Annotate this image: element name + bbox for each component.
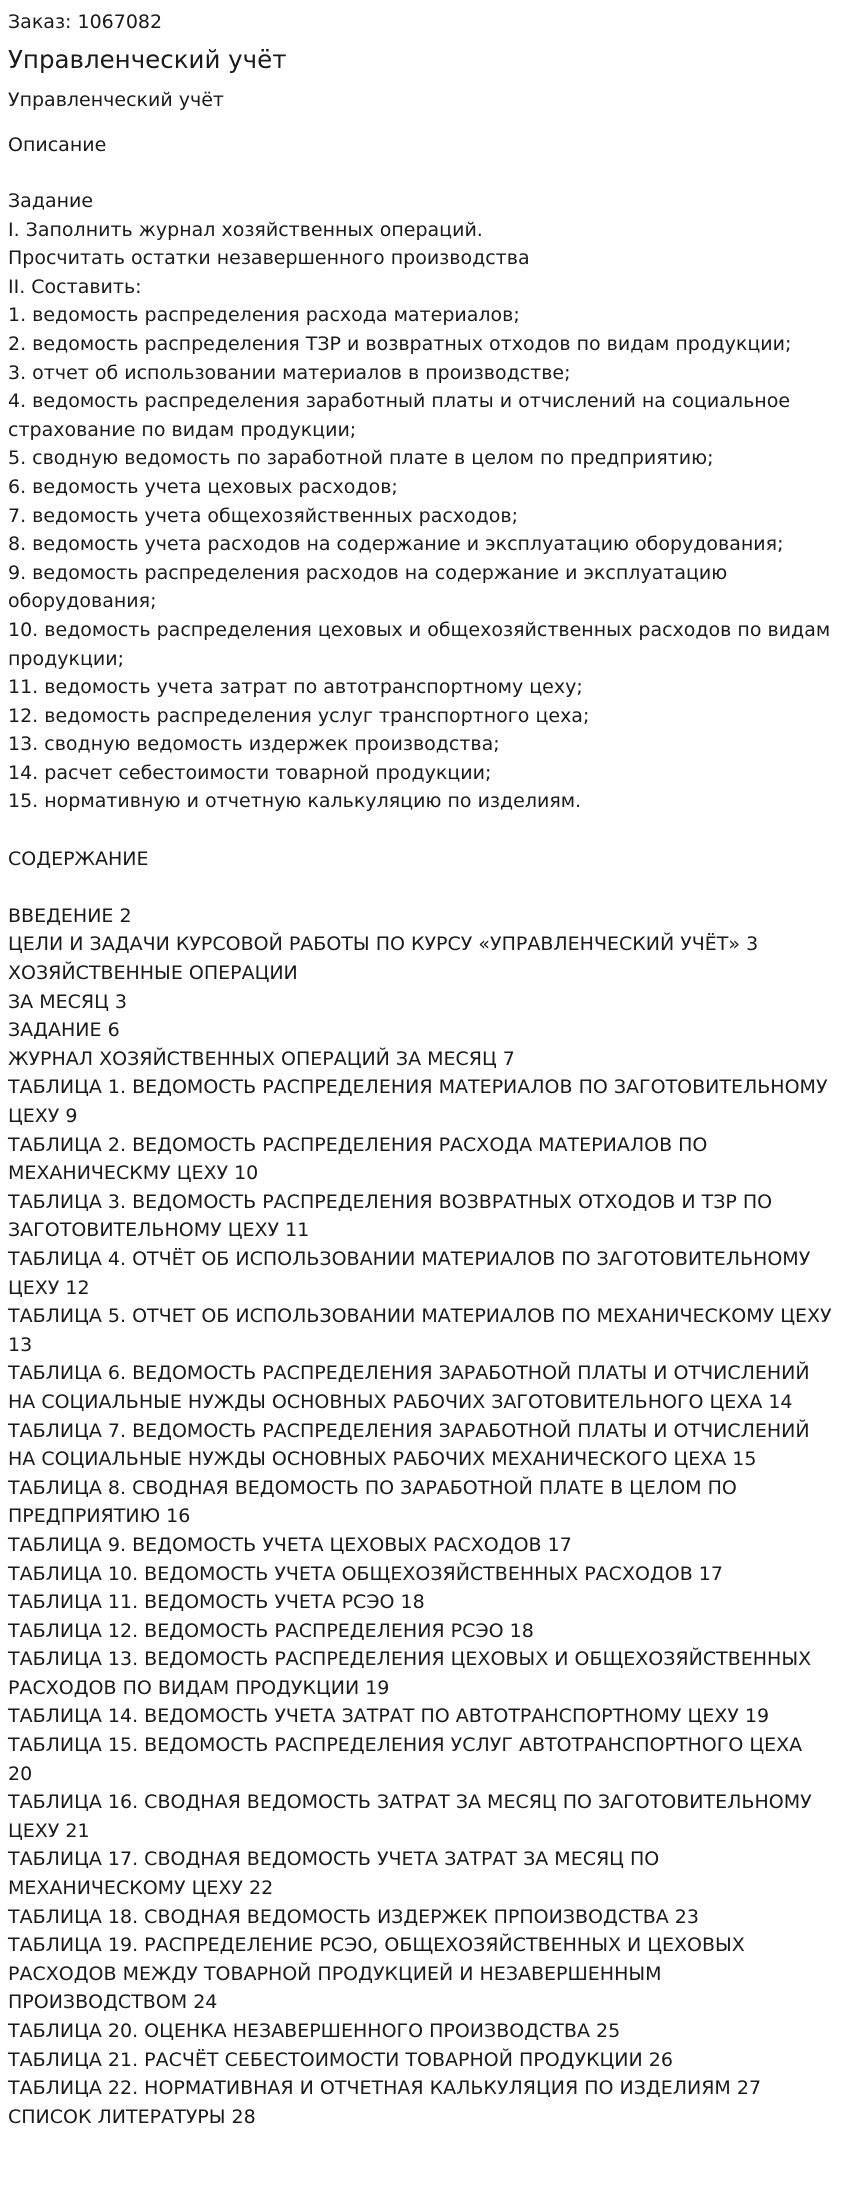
contents-item: ТАБЛИЦА 17. СВОДНАЯ ВЕДОМОСТЬ УЧЕТА ЗАТРАТ ЗА МЕСЯЦ ПО МЕХАНИЧЕСКОМУ ЦЕХУ 22: [8, 1848, 660, 1900]
contents-item: ТАБЛИЦА 16. СВОДНАЯ ВЕДОМОСТЬ ЗАТРАТ ЗА МЕСЯЦ ПО ЗАГОТОВИТЕЛЬНОМУ ЦЕХУ 21: [8, 1791, 812, 1842]
contents-item: ТАБЛИЦА 21. РАСЧЁТ СЕБЕСТОИМОСТИ ТОВАРНОЙ ПРОДУКЦИИ 26: [8, 2048, 673, 2071]
task-item: 5. сводную ведомость по заработной плате в целом по предприятию;: [8, 447, 714, 470]
spacer: [8, 873, 832, 902]
task-item: 13. сводную ведомость издержек производства;: [8, 733, 500, 756]
contents-item: ТАБЛИЦА 4. ОТЧЁТ ОБ ИСПОЛЬЗОВАНИИ МАТЕРИАЛОВ ПО ЗАГОТОВИТЕЛЬНОМУ ЦЕХУ 12: [8, 1247, 811, 1299]
task-list: [8, 216, 832, 816]
task-item: 11. ведомость учета затрат по автотранспортному цеху;: [8, 676, 583, 699]
page-subtitle: Управленческий учёт: [8, 89, 224, 111]
contents-item: ВВЕДЕНИЕ 2: [8, 904, 132, 927]
contents-item: СПИСОК ЛИТЕРАТУРЫ 28: [8, 2105, 256, 2128]
contents-item: ТАБЛИЦА 14. ВЕДОМОСТЬ УЧЕТА ЗАТРАТ ПО АВТОТРАНСПОРТНОМУ ЦЕХУ 19: [8, 1705, 770, 1728]
contents-item: ТАБЛИЦА 13. ВЕДОМОСТЬ РАСПРЕДЕЛЕНИЯ ЦЕХОВЫХ И ОБЩЕХОЗЯЙСТВЕННЫХ РАСХОДОВ ПО ВИДАМ ПРОДУКЦИИ 19: [8, 1648, 812, 1699]
task-item: II. Составить:: [8, 275, 142, 298]
contents-heading: СОДЕРЖАНИЕ: [8, 847, 149, 870]
task-heading: Задание: [8, 190, 94, 212]
contents-item: ЖУРНАЛ ХОЗЯЙСТВЕННЫХ ОПЕРАЦИЙ ЗА МЕСЯЦ 7: [8, 1047, 515, 1070]
task-item: 6. ведомость учета цеховых расходов;: [8, 475, 398, 498]
task-item: 15. нормативную и отчетную калькуляцию по изделиям.: [8, 790, 582, 813]
contents-item: ЦЕЛИ И ЗАДАЧИ КУРСОВОЙ РАБОТЫ ПО КУРСУ «УПРАВЛЕНЧЕСКИЙ УЧЁТ» 3: [8, 933, 759, 956]
contents-item: ЗА МЕСЯЦ 3: [8, 990, 127, 1013]
task-item: I. Заполнить журнал хозяйственных операций.: [8, 218, 483, 241]
task-item: 2. ведомость распределения ТЗР и возвратных отходов по видам продукции;: [8, 332, 792, 355]
contents-item: ТАБЛИЦА 18. СВОДНАЯ ВЕДОМОСТЬ ИЗДЕРЖЕК ПРПОИЗВОДСТВА 23: [8, 1905, 699, 1928]
contents-item: ТАБЛИЦА 22. НОРМАТИВНАЯ И ОТЧЕТНАЯ КАЛЬКУЛЯЦИЯ ПО ИЗДЕЛИЯМ 27: [8, 2077, 762, 2100]
contents-item: ТАБЛИЦА 10. ВЕДОМОСТЬ УЧЕТА ОБЩЕХОЗЯЙСТВЕННЫХ РАСХОДОВ 17: [8, 1562, 723, 1585]
task-item: 12. ведомость распределения услуг транспортного цеха;: [8, 704, 590, 727]
task-item: 8. ведомость учета расходов на содержание и эксплуатацию оборудования;: [8, 533, 784, 556]
order-number: Заказ: 1067082: [8, 11, 163, 33]
contents-section: [8, 845, 832, 2132]
contents-item: ТАБЛИЦА 12. ВЕДОМОСТЬ РАСПРЕДЕЛЕНИЯ РСЭО 18: [8, 1619, 534, 1642]
contents-item: ТАБЛИЦА 19. РАСПРЕДЕЛЕНИЕ РСЭО, ОБЩЕХОЗЯЙСТВЕННЫХ И ЦЕХОВЫХ РАСХОДОВ МЕЖДУ ТОВАРНОЙ ПРОДУКЦИЕЙ И НЕЗАВЕРШЕННЫМ ПРОИЗВОДСТВОМ 24: [8, 1934, 745, 2014]
contents-item: ТАБЛИЦА 9. ВЕДОМОСТЬ УЧЕТА ЦЕХОВЫХ РАСХОДОВ 17: [8, 1533, 572, 1556]
task-item: 4. ведомость распределения заработный платы и отчислений на социальное страхование по видам продукции;: [8, 390, 791, 441]
contents-list: [8, 902, 832, 2132]
contents-item: ТАБЛИЦА 1. ВЕДОМОСТЬ РАСПРЕДЕЛЕНИЯ МАТЕРИАЛОВ ПО ЗАГОТОВИТЕЛЬНОМУ ЦЕХУ 9: [8, 1076, 828, 1127]
contents-item: ТАБЛИЦА 5. ОТЧЕТ ОБ ИСПОЛЬЗОВАНИИ МАТЕРИАЛОВ ПО МЕХАНИЧЕСКОМУ ЦЕХУ 13: [8, 1305, 832, 1356]
task-item: 9. ведомость распределения расходов на содержание и эксплуатацию оборудования;: [8, 561, 728, 613]
contents-item: ТАБЛИЦА 6. ВЕДОМОСТЬ РАСПРЕДЕЛЕНИЯ ЗАРАБОТНОЙ ПЛАТЫ И ОТЧИСЛЕНИЙ НА СОЦИАЛЬНЫЕ НУЖДЫ ОСНОВНЫХ РАБОЧИХ ЗАГОТОВИТЕЛЬНОГО ЦЕХА 14: [8, 1362, 810, 1413]
description-label: Описание: [8, 134, 107, 156]
contents-item: ТАБЛИЦА 20. ОЦЕНКА НЕЗАВЕРШЕННОГО ПРОИЗВОДСТВА 25: [8, 2020, 621, 2042]
task-item: 7. ведомость учета общехозяйственных расходов;: [8, 504, 519, 527]
contents-item: ХОЗЯЙСТВЕННЫЕ ОПЕРАЦИИ: [8, 962, 298, 985]
task-item: 3. отчет об использовании материалов в производстве;: [8, 361, 571, 384]
contents-item: ТАБЛИЦА 8. СВОДНАЯ ВЕДОМОСТЬ ПО ЗАРАБОТНОЙ ПЛАТЕ В ЦЕЛОМ ПО ПРЕДПРИЯТИЮ 16: [8, 1476, 737, 1528]
task-item: 1. ведомость распределения расхода материалов;: [8, 304, 520, 327]
contents-item: ТАБЛИЦА 2. ВЕДОМОСТЬ РАСПРЕДЕЛЕНИЯ РАСХОДА МАТЕРИАЛОВ ПО МЕХАНИЧЕСКМУ ЦЕХУ 10: [8, 1133, 708, 1185]
task-item: 14. расчет себестоимости товарной продукции;: [8, 761, 492, 784]
contents-item: ТАБЛИЦА 7. ВЕДОМОСТЬ РАСПРЕДЕЛЕНИЯ ЗАРАБОТНОЙ ПЛАТЫ И ОТЧИСЛЕНИЙ НА СОЦИАЛЬНЫЕ НУЖДЫ ОСНОВНЫХ РАБОЧИХ МЕХАНИЧЕСКОГО ЦЕХА 15: [8, 1419, 810, 1471]
contents-item: ТАБЛИЦА 11. ВЕДОМОСТЬ УЧЕТА РСЭО 18: [8, 1591, 425, 1614]
task-item: Просчитать остатки незавершенного производства: [8, 247, 530, 270]
contents-item: ТАБЛИЦА 15. ВЕДОМОСТЬ РАСПРЕДЕЛЕНИЯ УСЛУГ АВТОТРАНСПОРТНОГО ЦЕХА 20: [8, 1734, 803, 1785]
contents-item: ЗАДАНИЕ 6: [8, 1019, 120, 1042]
task-item: 10. ведомость распределения цеховых и общехозяйственных расходов по видам продукции;: [8, 618, 831, 670]
task-section: [8, 187, 832, 816]
page-title: Управленческий учёт: [8, 45, 287, 74]
contents-item: ТАБЛИЦА 3. ВЕДОМОСТЬ РАСПРЕДЕЛЕНИЯ ВОЗВРАТНЫХ ОТХОДОВ И ТЗР ПО ЗАГОТОВИТЕЛЬНОМУ ЦЕХУ 11: [8, 1190, 773, 1242]
spacer: [8, 816, 832, 845]
